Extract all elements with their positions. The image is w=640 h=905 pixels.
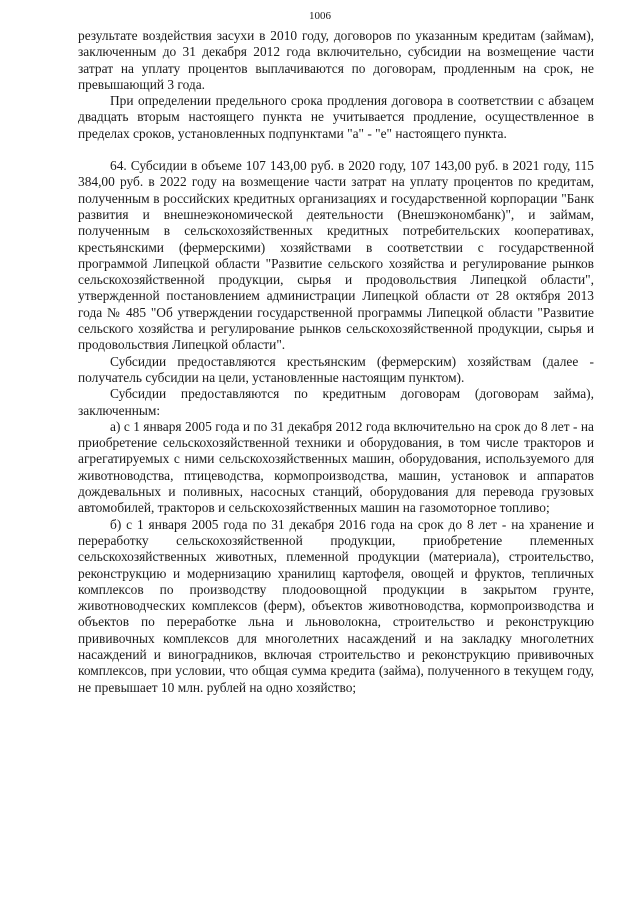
paragraph-item-64: 64. Субсидии в объеме 107 143,00 руб. в 2020 году, 107 143,00 руб. в 2021 году, 115 384,00 руб. в 2022 году на возмещение части затрат на уплату процентов по кредитам, полученным в российских кредитных организациях и государственной корпорации "Банк развития и внешнеэкономической деятельности (Внешэкономбанк)", и займам, полученным в сельскохозяйственных кредитных потребительских кооперативах, крестьянскими (фермерскими) хозяйствами в соответствии с государственной программой Липецкой области "Развитие сельского хозяйства и регулирование рынков сельскохозяйственной продукции, сырья и продовольствия Липецкой области", утвержденной постановлением администрации Липецкой области от 28 октября 2013 года № 485 "Об утверждении государственной программы Липецкой области "Развитие сельского хозяйства и регулирование рынков сельскохозяйственной продукции, сырья и продовольствия Липецкой области".	[78, 158, 594, 353]
paragraph-recipients: Субсидии предоставляются крестьянским (фермерским) хозяйствам (далее - получатель субсидии на цели, установленные настоящим пунктом).	[78, 353, 594, 385]
paragraph-subitem-a: а) с 1 января 2005 года и по 31 декабря 2012 года включительно на срок до 8 лет - на приобретение сельскохозяйственной техники и оборудования, в том числе тракторов и агрегатируемых с ними сельскохозяйственных машин, оборудования, используемого для животноводства, птицеводства, кормопроизводства, машин, установок и аппаратов дождевальных и поливных, насосных станций, оборудования для перевода грузовых автомобилей, тракторов и сельскохозяйственных машин на газомоторное топливо;	[78, 418, 594, 516]
paragraph-extension-term: При определении предельного срока продления договора в соответствии с абзацем двадцать вторым настоящего пункта не учитывается продление, осуществленное в пределах сроков, установленных подпунктами "а" - "е" настоящего пункта.	[78, 93, 594, 141]
paragraph-drought-continuation: результате воздействия засухи в 2010 году, договоров по указанным кредитам (займам), заключенным до 31 декабря 2012 года включительно, субсидии на возмещение части затрат на уплату процентов выплачиваются по договорам, продленным на срок, не превышающий 3 года.	[78, 28, 594, 92]
paragraph-subitem-b: б) с 1 января 2005 года по 31 декабря 2016 года на срок до 8 лет - на хранение и переработку сельскохозяйственной продукции, приобретение племенных сельскохозяйственных животных, племенной продукции (материала), строительство, реконструкцию и модернизацию хранилищ картофеля, овощей и фруктов, тепличных комплексов по производству плодоовощной продукции в закрытом грунте, животноводческих комплексов (ферм), объектов животноводства, кормопроизводства и объектов по переработке льна и льноволокна, строительство и реконструкцию прививочных комплексов для многолетних насаждений и на закладку многолетних насаждений и виноградников, включая строительство и реконструкцию прививочных комплексов, при условии, что общая сумма кредита (займа), полученного в текущем году, не превышает 10 млн. рублей на одно хозяйство;	[78, 516, 594, 695]
document-body	[78, 28, 594, 696]
paragraph-contracts-intro: Субсидии предоставляются по кредитным договорам (договорам займа), заключенным:	[78, 386, 594, 418]
page-number: 1006	[309, 10, 331, 22]
